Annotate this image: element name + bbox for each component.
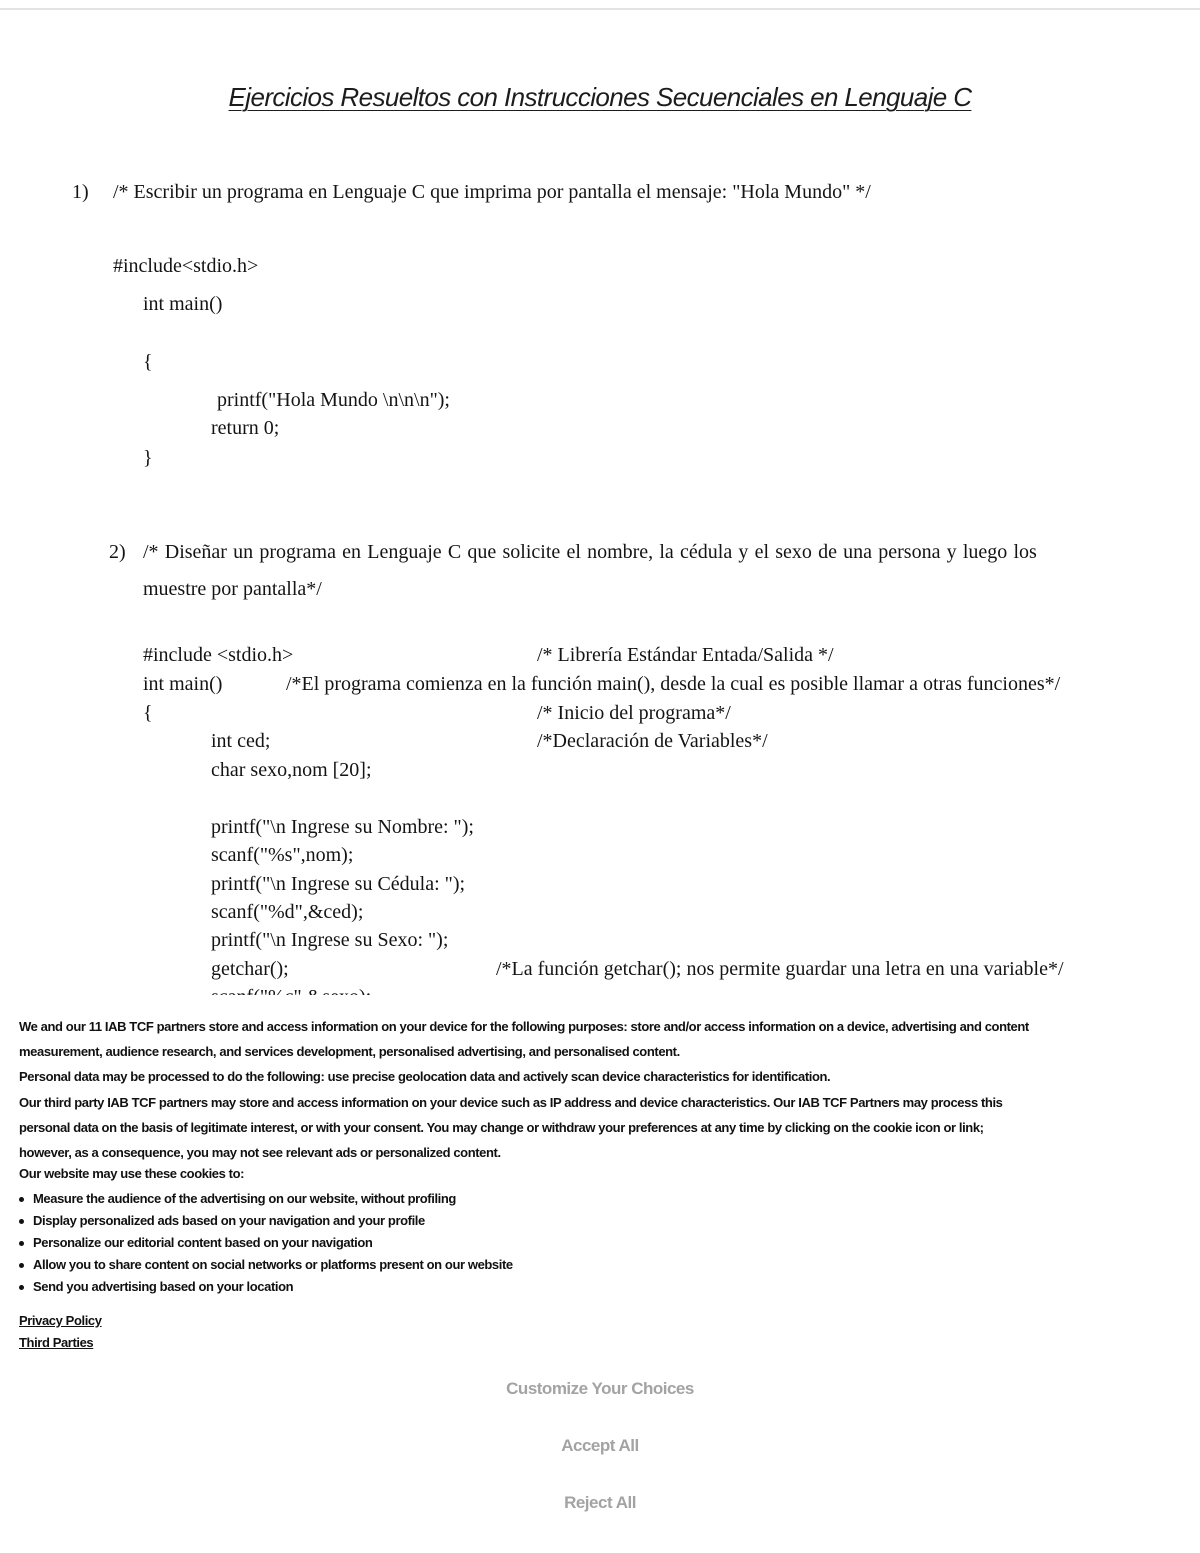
code-line: printf("\n Ingrese su Nombre: "); [211, 816, 474, 838]
code-comment: /*Declaración de Variables*/ [537, 730, 768, 752]
code-comment: /*La función getchar(); nos permite guardar una letra en una variable*/ [496, 958, 1064, 980]
list-item [19, 1210, 513, 1232]
cookie-consent-banner [0, 995, 1200, 1553]
exercise-1-number: 1) [72, 181, 89, 203]
code-comment: /*El programa comienza en la función main(), desde la cual es posible llamar a otras funciones*/ [286, 673, 1061, 695]
code-line: return 0; [211, 417, 280, 439]
code-line: getchar(); [211, 958, 289, 980]
document-title: Ejercicios Resueltos con Instrucciones Secuenciales en Lenguaje C [228, 82, 972, 112]
code-line: int main() [143, 293, 223, 315]
code-line: scanf("%s",nom); [211, 844, 354, 866]
list-item-label: Display personalized ads based on your navigation and your profile [33, 1213, 425, 1228]
list-item-label: Allow you to share content on social networks or platforms present on our website [33, 1257, 513, 1272]
cookie-uses-list [19, 1188, 513, 1298]
top-border [0, 0, 1200, 10]
code-line: int main() [143, 673, 223, 695]
list-item [19, 1276, 513, 1298]
list-item [19, 1232, 513, 1254]
code-comment: /* Librería Estándar Entada/Salida */ [537, 644, 834, 666]
list-item-label: Personalize our editorial content based on your navigation [33, 1235, 373, 1250]
bullet-icon [19, 1285, 24, 1290]
code-comment: /* Inicio del programa*/ [537, 702, 731, 724]
code-line: } [143, 447, 153, 469]
list-item [19, 1188, 513, 1210]
bullet-icon [19, 1219, 24, 1224]
code-line: { [143, 351, 153, 373]
consent-text-line: personal data on the basis of legitimate interest, or with your consent. You may change or withdraw your preferences at any time by clicking on the cookie icon or link; [19, 1120, 984, 1135]
reject-all-button[interactable]: Reject All [400, 1486, 800, 1520]
exercise-1-statement: /* Escribir un programa en Lenguaje C que imprima por pantalla el mensaje: "Hola Mundo" */ [113, 181, 871, 203]
code-line: scanf("%d",&ced); [211, 901, 364, 923]
list-item [19, 1254, 513, 1276]
consent-text-line: We and our 11 IAB TCF partners store and access information on your device for the following purposes: store and/or access information on a device, advertising and content [19, 1019, 1029, 1034]
list-item-label: Measure the audience of the advertising on our website, without profiling [33, 1191, 456, 1206]
consent-text-line: Personal data may be processed to do the following: use precise geolocation data and actively scan device characteristics for identification. [19, 1069, 831, 1084]
exercise-2-statement: /* Diseñar un programa en Lenguaje C que solicite el nombre, la cédula y el sexo de una persona y luego los [143, 541, 1037, 563]
code-line: int ced; [211, 730, 271, 752]
consent-text-line: however, as a consequence, you may not see relevant ads or personalized content. [19, 1145, 501, 1160]
code-line: #include <stdio.h> [143, 644, 294, 666]
list-item-label: Send you advertising based on your location [33, 1279, 294, 1294]
consent-text-line: Our third party IAB TCF partners may store and access information on your device such as IP address and device characteristics. Our IAB TCF Partners may process this [19, 1095, 1003, 1110]
code-line: #include<stdio.h> [113, 255, 259, 277]
code-line: printf("\n Ingrese su Cédula: "); [211, 873, 466, 895]
code-line: printf("Hola Mundo \n\n\n"); [217, 389, 450, 411]
code-line: printf("\n Ingrese su Sexo: "); [211, 929, 449, 951]
customize-choices-button[interactable]: Customize Your Choices [400, 1372, 800, 1406]
code-line: char sexo,nom [20]; [211, 759, 372, 781]
cookies-intro: Our website may use these cookies to: [19, 1166, 245, 1181]
bullet-icon [19, 1263, 24, 1268]
bullet-icon [19, 1197, 24, 1202]
document-page [0, 10, 1200, 995]
privacy-policy-link[interactable]: Privacy Policy [19, 1313, 102, 1328]
bullet-icon [19, 1241, 24, 1246]
exercise-2-number: 2) [109, 541, 126, 563]
code-line: { [143, 702, 153, 724]
third-parties-link[interactable]: Third Parties [19, 1335, 94, 1350]
accept-all-button[interactable]: Accept All [400, 1429, 800, 1463]
consent-text-line: measurement, audience research, and services development, personalised advertising, and personalised content. [19, 1044, 680, 1059]
exercise-2-statement-cont: muestre por pantalla*/ [143, 578, 322, 600]
